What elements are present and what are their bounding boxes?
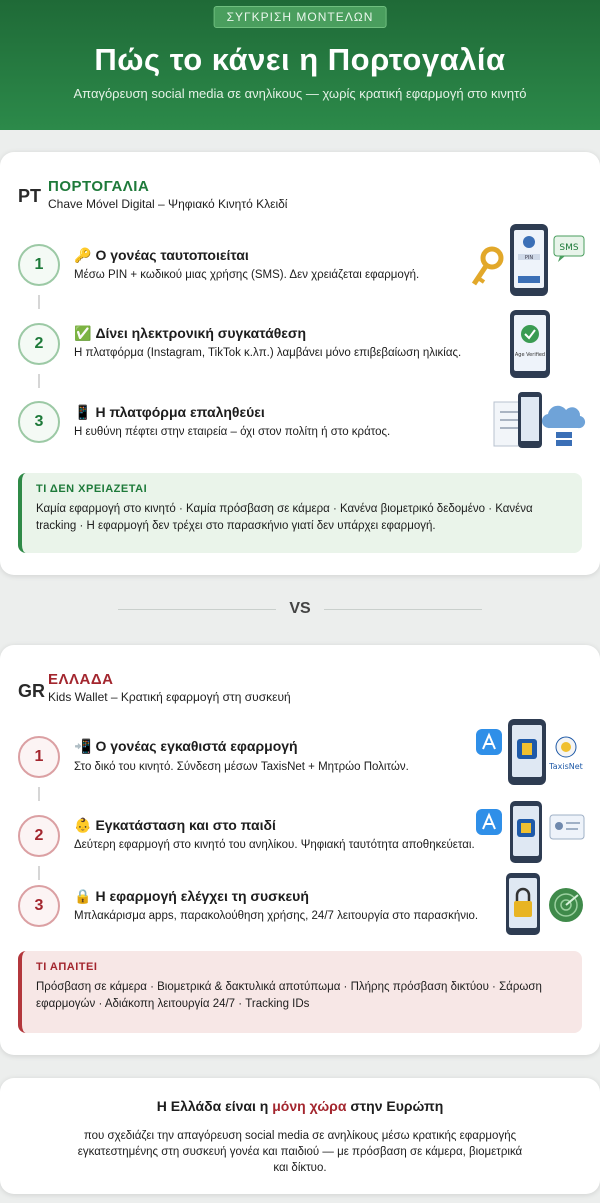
- key-icon: 🔑: [74, 247, 92, 263]
- step-connector: [38, 787, 40, 801]
- step-title: 🔒 Η εφαρμογή ελέγχει τη συσκευή: [74, 888, 309, 904]
- not-required-box: [18, 473, 582, 553]
- document-cloud-illustration: [490, 390, 586, 460]
- greece-card: [0, 645, 600, 1055]
- comparison-badge: ΣΥΓΚΡΙΣΗ ΜΟΝΤΕΛΩΝ: [214, 6, 387, 28]
- checkmark-icon: [521, 325, 539, 343]
- box-title: ΤΙ ΔΕΝ ΧΡΕΙΑΖΕΤΑΙ: [36, 483, 148, 495]
- svg-text:Age Verified: Age Verified: [514, 352, 546, 358]
- vs-label: VS: [289, 600, 311, 617]
- app-store-phone-id-card-illustration: [474, 799, 586, 865]
- step-number: 2: [18, 815, 60, 857]
- checkmark-icon: ✅: [74, 325, 92, 341]
- page-subtitle: Απαγόρευση social media σε ανηλίκους — χωρίς κρατική εφαρμογή στο κινητό: [73, 86, 527, 101]
- portugal-card: [0, 152, 600, 575]
- step-title: 🔑 Ο γονέας ταυτοποιείται: [74, 247, 249, 263]
- key-phone-sms-illustration: [470, 222, 588, 302]
- requires-box: [18, 951, 582, 1033]
- box-title: ΤΙ ΑΠΑΙΤΕΙ: [36, 961, 98, 973]
- step-description: Η ευθύνη πέφτει στην εταιρεία – όχι στον πολίτη ή στο κράτος.: [74, 426, 391, 438]
- step-connector: [38, 295, 40, 309]
- step-connector: [38, 374, 40, 388]
- svg-text:PIN: PIN: [524, 255, 534, 261]
- phone-icon: 📱: [74, 404, 92, 420]
- step-connector: [38, 866, 40, 880]
- server-icon: [556, 432, 572, 438]
- highlight-text: μόνη χώρα: [272, 1098, 347, 1114]
- app-store-phone-taxisnet-illustration: [474, 717, 586, 787]
- header-banner: [0, 0, 600, 130]
- country-name: ΠΟΡΤΟΓΑΛΙΑ: [48, 178, 150, 195]
- locked-phone-radar-illustration: [504, 871, 586, 937]
- step-number: 3: [18, 401, 60, 443]
- country-subtitle: Chave Móvel Digital – Ψηφιακό Κινητό Κλειδί: [48, 197, 288, 211]
- step-title: 👶 Εγκατάσταση και στο παιδί: [74, 817, 276, 833]
- id-card-icon: [550, 815, 584, 839]
- lock-icon: 🔒: [74, 888, 92, 904]
- lock-icon: [514, 901, 532, 917]
- box-text: Πρόσβαση σε κάμερα · Βιομετρικά & δακτυλικά αποτύπωμα · Πλήρης πρόσβαση δικτύου · Σάρωση εφαρμογών · Αδιάκοπη λειτουργία 24/7 · Tracking IDs: [36, 981, 542, 1010]
- step-number: 2: [18, 323, 60, 365]
- step-title: ✅ Δίνει ηλεκτρονική συγκατάθεση: [74, 325, 307, 341]
- step-description: Η πλατφόρμα (Instagram, TikTok κ.λπ.) λαμβάνει μόνο επιβεβαίωση ηλικίας.: [74, 347, 462, 359]
- key-icon: [474, 249, 501, 284]
- install-app-icon: 📲: [74, 738, 92, 754]
- conclusion-text: που σχεδιάζει την απαγόρευση social media σε ανηλίκους μέσω κρατικής εφαρμογής εγκατεστημένης στη συσκευή γονέα και παιδιού — με πρόσβαση σε κάμερα, βιομετρικά και δίκτυο.: [77, 1130, 523, 1174]
- step-number: 1: [18, 736, 60, 778]
- svg-text:SMS: SMS: [559, 243, 579, 253]
- svg-text:TaxisNet: TaxisNet: [549, 762, 583, 771]
- step-title: 📱 Η πλατφόρμα επαληθεύει: [74, 404, 265, 420]
- conclusion-title: Η Ελλάδα είναι η μόνη χώρα στην Ευρώπη: [156, 1098, 444, 1114]
- conclusion-card: [0, 1078, 600, 1194]
- child-icon: 👶: [74, 817, 92, 833]
- step-description: Μπλακάρισμα apps, παρακολούθηση χρήσης, 24/7 λειτουργία στο παρασκήνιο.: [74, 910, 479, 922]
- step-description: Δεύτερη εφαρμογή στο κινητό του ανηλίκου. Ψηφιακή ταυτότητα αποθηκεύεται.: [74, 839, 475, 851]
- sms-bubble-icon: [554, 236, 584, 262]
- country-code: PT: [18, 186, 42, 206]
- page-title: Πώς το κάνει η Πορτογαλία: [94, 42, 506, 77]
- step-number: 1: [18, 244, 60, 286]
- country-subtitle: Kids Wallet – Κρατική εφαρμογή στη συσκευή: [48, 690, 291, 704]
- box-text: Καμία εφαρμογή στο κινητό · Καμία πρόσβαση σε κάμερα · Κανένα βιομετρικό δεδομένο · Κανένα tracking · Η εφαρμογή δεν τρέχει στο παρασκήνιο γιατί δεν υπάρχει εφαρμογή.: [36, 503, 533, 532]
- country-code: GR: [18, 681, 45, 701]
- age-verified-phone-illustration: [508, 309, 552, 379]
- step-title: 📲 Ο γονέας εγκαθιστά εφαρμογή: [74, 738, 298, 754]
- country-name: ΕΛΛΑΔΑ: [48, 671, 114, 688]
- step-number: 3: [18, 885, 60, 927]
- step-description: Μέσω PIN + κωδικού μιας χρήσης (SMS). Δεν χρειάζεται εφαρμογή.: [74, 269, 420, 281]
- vs-divider-right: [324, 609, 482, 610]
- phone-icon: [510, 224, 548, 296]
- cloud-icon: [542, 406, 585, 428]
- step-description: Στο δικό του κινητό. Σύνδεση μέσων TaxisNet + Μητρώο Πολιτών.: [74, 761, 409, 773]
